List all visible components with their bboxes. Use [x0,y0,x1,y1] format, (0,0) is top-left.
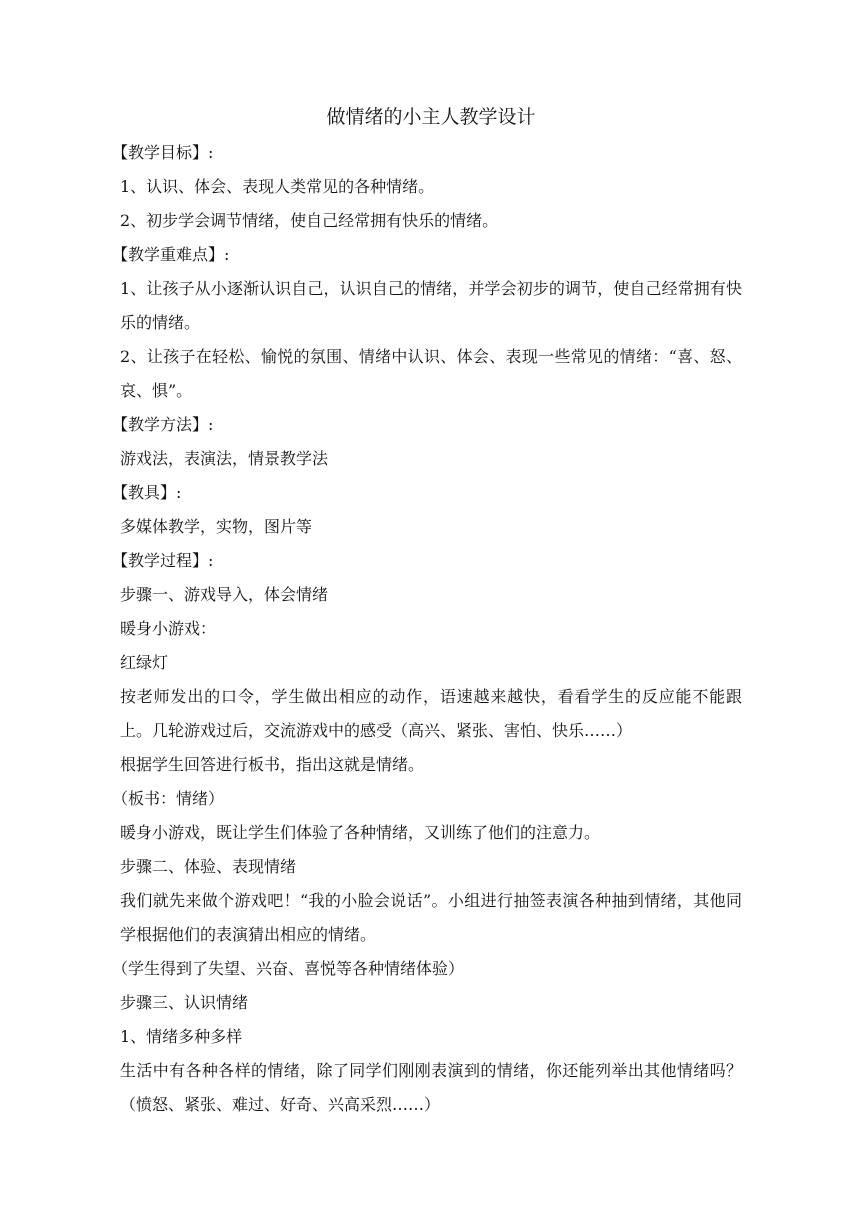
paragraph: （板书：情绪） [112,789,225,808]
paragraph: 按老师发出的口令，学生做出相应的动作，语速越来越快，看看学生的反应能不能跟上。几轮游戏过后，交流游戏中的感受（高兴、紧张、害怕、快乐……） [120,687,742,740]
section-heading-teaching-aids: 【教具】: [112,483,182,502]
paragraph: 2、让孩子在轻松、愉悦的氛围、情绪中认识、体会、表现一些常见的情绪：“喜、怒、哀、惧”。 [120,347,742,400]
section-heading-methods: 【教学方法】: [112,415,214,434]
paragraph: 1、情绪多种多样 [120,1027,243,1046]
paragraph: 2、初步学会调节情绪，使自己经常拥有快乐的情绪。 [120,211,499,230]
paragraph: 暖身小游戏，既让学生们体验了各种情绪，又训练了他们的注意力。 [120,823,601,842]
section-heading-process: 【教学过程】: [112,551,214,570]
paragraph: 1、认识、体会、表现人类常见的各种情绪。 [120,177,435,196]
section-heading-objectives: 【教学目标】: [112,143,214,162]
paragraph: 暖身小游戏： [120,619,217,638]
document-body [112,100,742,1122]
paragraph: 我们就先来做个游戏吧！“我的小脸会说话”。小组进行抽签表演各种抽到情绪，其他同学根据他们的表演猜出相应的情绪。 [120,891,742,944]
paragraph: （学生得到了失望、兴奋、喜悦等各种情绪体验） [112,959,465,978]
paragraph: 多媒体教学，实物，图片等 [120,517,313,536]
step-heading: 步骤三、认识情绪 [120,993,249,1012]
step-heading: 步骤一、游戏导入，体会情绪 [120,585,329,604]
section-heading-key-points: 【教学重难点】: [112,245,230,264]
paragraph: 游戏法，表演法，情景教学法 [120,449,329,468]
step-heading: 步骤二、体验、表现情绪 [120,857,297,876]
paragraph: 1、让孩子从小逐渐认识自己，认识自己的情绪，并学会初步的调节，使自己经常拥有快乐的情绪。 [120,279,742,332]
paragraph: 生活中有各种各样的情绪，除了同学们刚刚表演到的情绪，你还能列举出其他情绪吗？（愤怒、紧张、难过、好奇、兴高采烈……） [120,1061,742,1114]
paragraph: 红绿灯 [120,653,169,672]
document-title: 做情绪的小主人教学设计 [326,106,536,128]
paragraph: 根据学生回答进行板书，指出这就是情绪。 [120,755,425,774]
